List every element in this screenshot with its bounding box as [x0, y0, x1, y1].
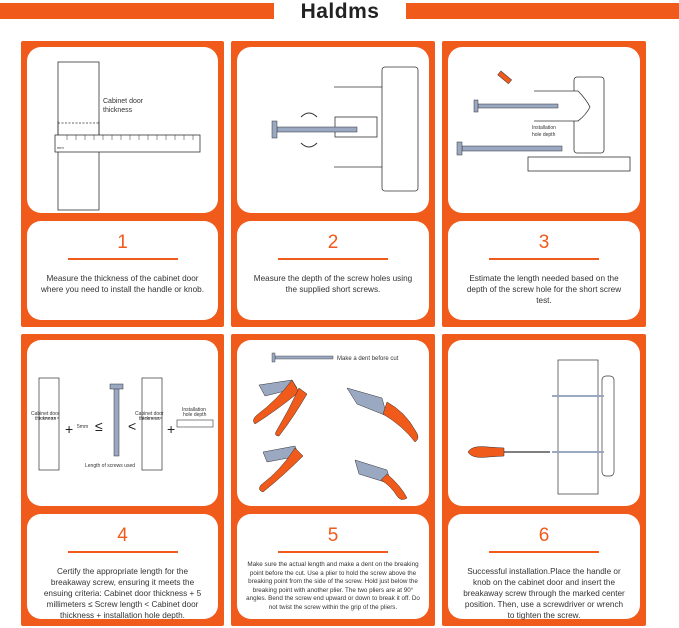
- step-underline: [278, 551, 388, 553]
- step-description: Estimate the length needed based on the depth of the screw hole for the short screw test.: [466, 274, 622, 305]
- five-mm-label: 5mm: [77, 424, 89, 430]
- door-thickness-label: Cabinet door: [103, 98, 144, 105]
- step-number: 5: [327, 525, 339, 546]
- step-description: Measure the thickness of the cabinet door where you need to install the handle or knob.: [41, 274, 204, 294]
- door-thickness-label: Cabinet door: [31, 411, 60, 417]
- ruler-unit: mm: [57, 145, 64, 150]
- step-3-illustration: [448, 47, 640, 213]
- step-number: 6: [538, 525, 550, 546]
- brand-logo: Haldms: [300, 0, 380, 23]
- step-5-text-panel: [237, 514, 429, 619]
- step-description: Make sure the actual length and make a dent on the breaking point before the cut. Use a plier to hold the screw above the breaking point from the side of the screw. Hold just below the breaking point with another plier. The two pliers are at 90° angles. Bend the screw end upward or down to break it off. Do not twist the screw within the grip of the pliers.: [246, 561, 420, 611]
- step-2-illustration: [237, 47, 429, 213]
- leq-sign: ≤: [95, 418, 103, 434]
- step-card-4: [21, 334, 224, 626]
- step-number: 4: [117, 525, 128, 546]
- step-underline: [68, 258, 178, 260]
- step-underline: [68, 551, 178, 553]
- step-number: 3: [538, 232, 550, 253]
- step-description: Successful installation.Place the handle or knob on the cabinet door and insert the breakaway screw through the marked center position. Then, use a screwdriver or wrench to tighten the screw.: [463, 567, 625, 620]
- step-1-text-panel: [27, 221, 218, 320]
- step-6-text-panel: [448, 514, 640, 619]
- step-4-text-panel: [27, 514, 218, 619]
- dent-label: Make a dent before cut: [337, 356, 399, 362]
- step-underline: [278, 258, 388, 260]
- hole-depth-label: Installation: [182, 407, 206, 413]
- step-2-text-panel: [237, 221, 429, 320]
- step-description: Measure the depth of the screw holes using the supplied short screws.: [253, 274, 413, 294]
- step-6-illustration: [448, 340, 640, 506]
- header-bar-left: [0, 3, 274, 19]
- door-thickness-label-2: thickness: [103, 107, 133, 114]
- hole-depth-label-2: hole depth: [532, 132, 556, 138]
- step-number: 1: [117, 232, 128, 253]
- install-illustration: [448, 340, 640, 506]
- plus-sign-2: +: [167, 421, 176, 437]
- screws-used-label: Length of screws used: [85, 463, 136, 469]
- step-underline: [489, 551, 599, 553]
- step-card-5: [231, 334, 435, 626]
- step-card-1: [21, 41, 224, 327]
- step-1-illustration: [27, 47, 218, 213]
- door-thickness-label-b: Cabinet door: [135, 411, 164, 417]
- step-card-3: [442, 41, 646, 327]
- step-card-6: [442, 334, 646, 626]
- hole-depth-label-2: hole depth: [183, 412, 207, 418]
- hole-depth-illustration: [448, 47, 640, 213]
- door-thickness-label-2: thickness: [35, 416, 56, 422]
- plier-break-illustration: [237, 340, 429, 506]
- step-5-illustration: [237, 340, 429, 506]
- step-description: Certify the appropriate length for the breakaway screw, ensuring it meets the ensuing criteria: Cabinet door thickness + 5 millimeters ≤ Screw length < Cabinet door thickness + installation hole depth.: [43, 567, 202, 620]
- step-number: 2: [327, 232, 339, 253]
- lt-sign: <: [128, 418, 137, 434]
- door-thickness-label-b2: thickness: [139, 416, 160, 422]
- length-formula-illustration: [27, 340, 218, 506]
- step-4-illustration: [27, 340, 218, 506]
- header-bar-right: [406, 3, 679, 19]
- hole-depth-label: Installation: [532, 125, 556, 131]
- plus-sign: +: [65, 421, 74, 437]
- screw-depth-illustration: [237, 47, 429, 213]
- ruler-measure-illustration: [27, 47, 218, 213]
- step-3-text-panel: [448, 221, 640, 320]
- step-card-2: [231, 41, 435, 327]
- step-underline: [489, 258, 599, 260]
